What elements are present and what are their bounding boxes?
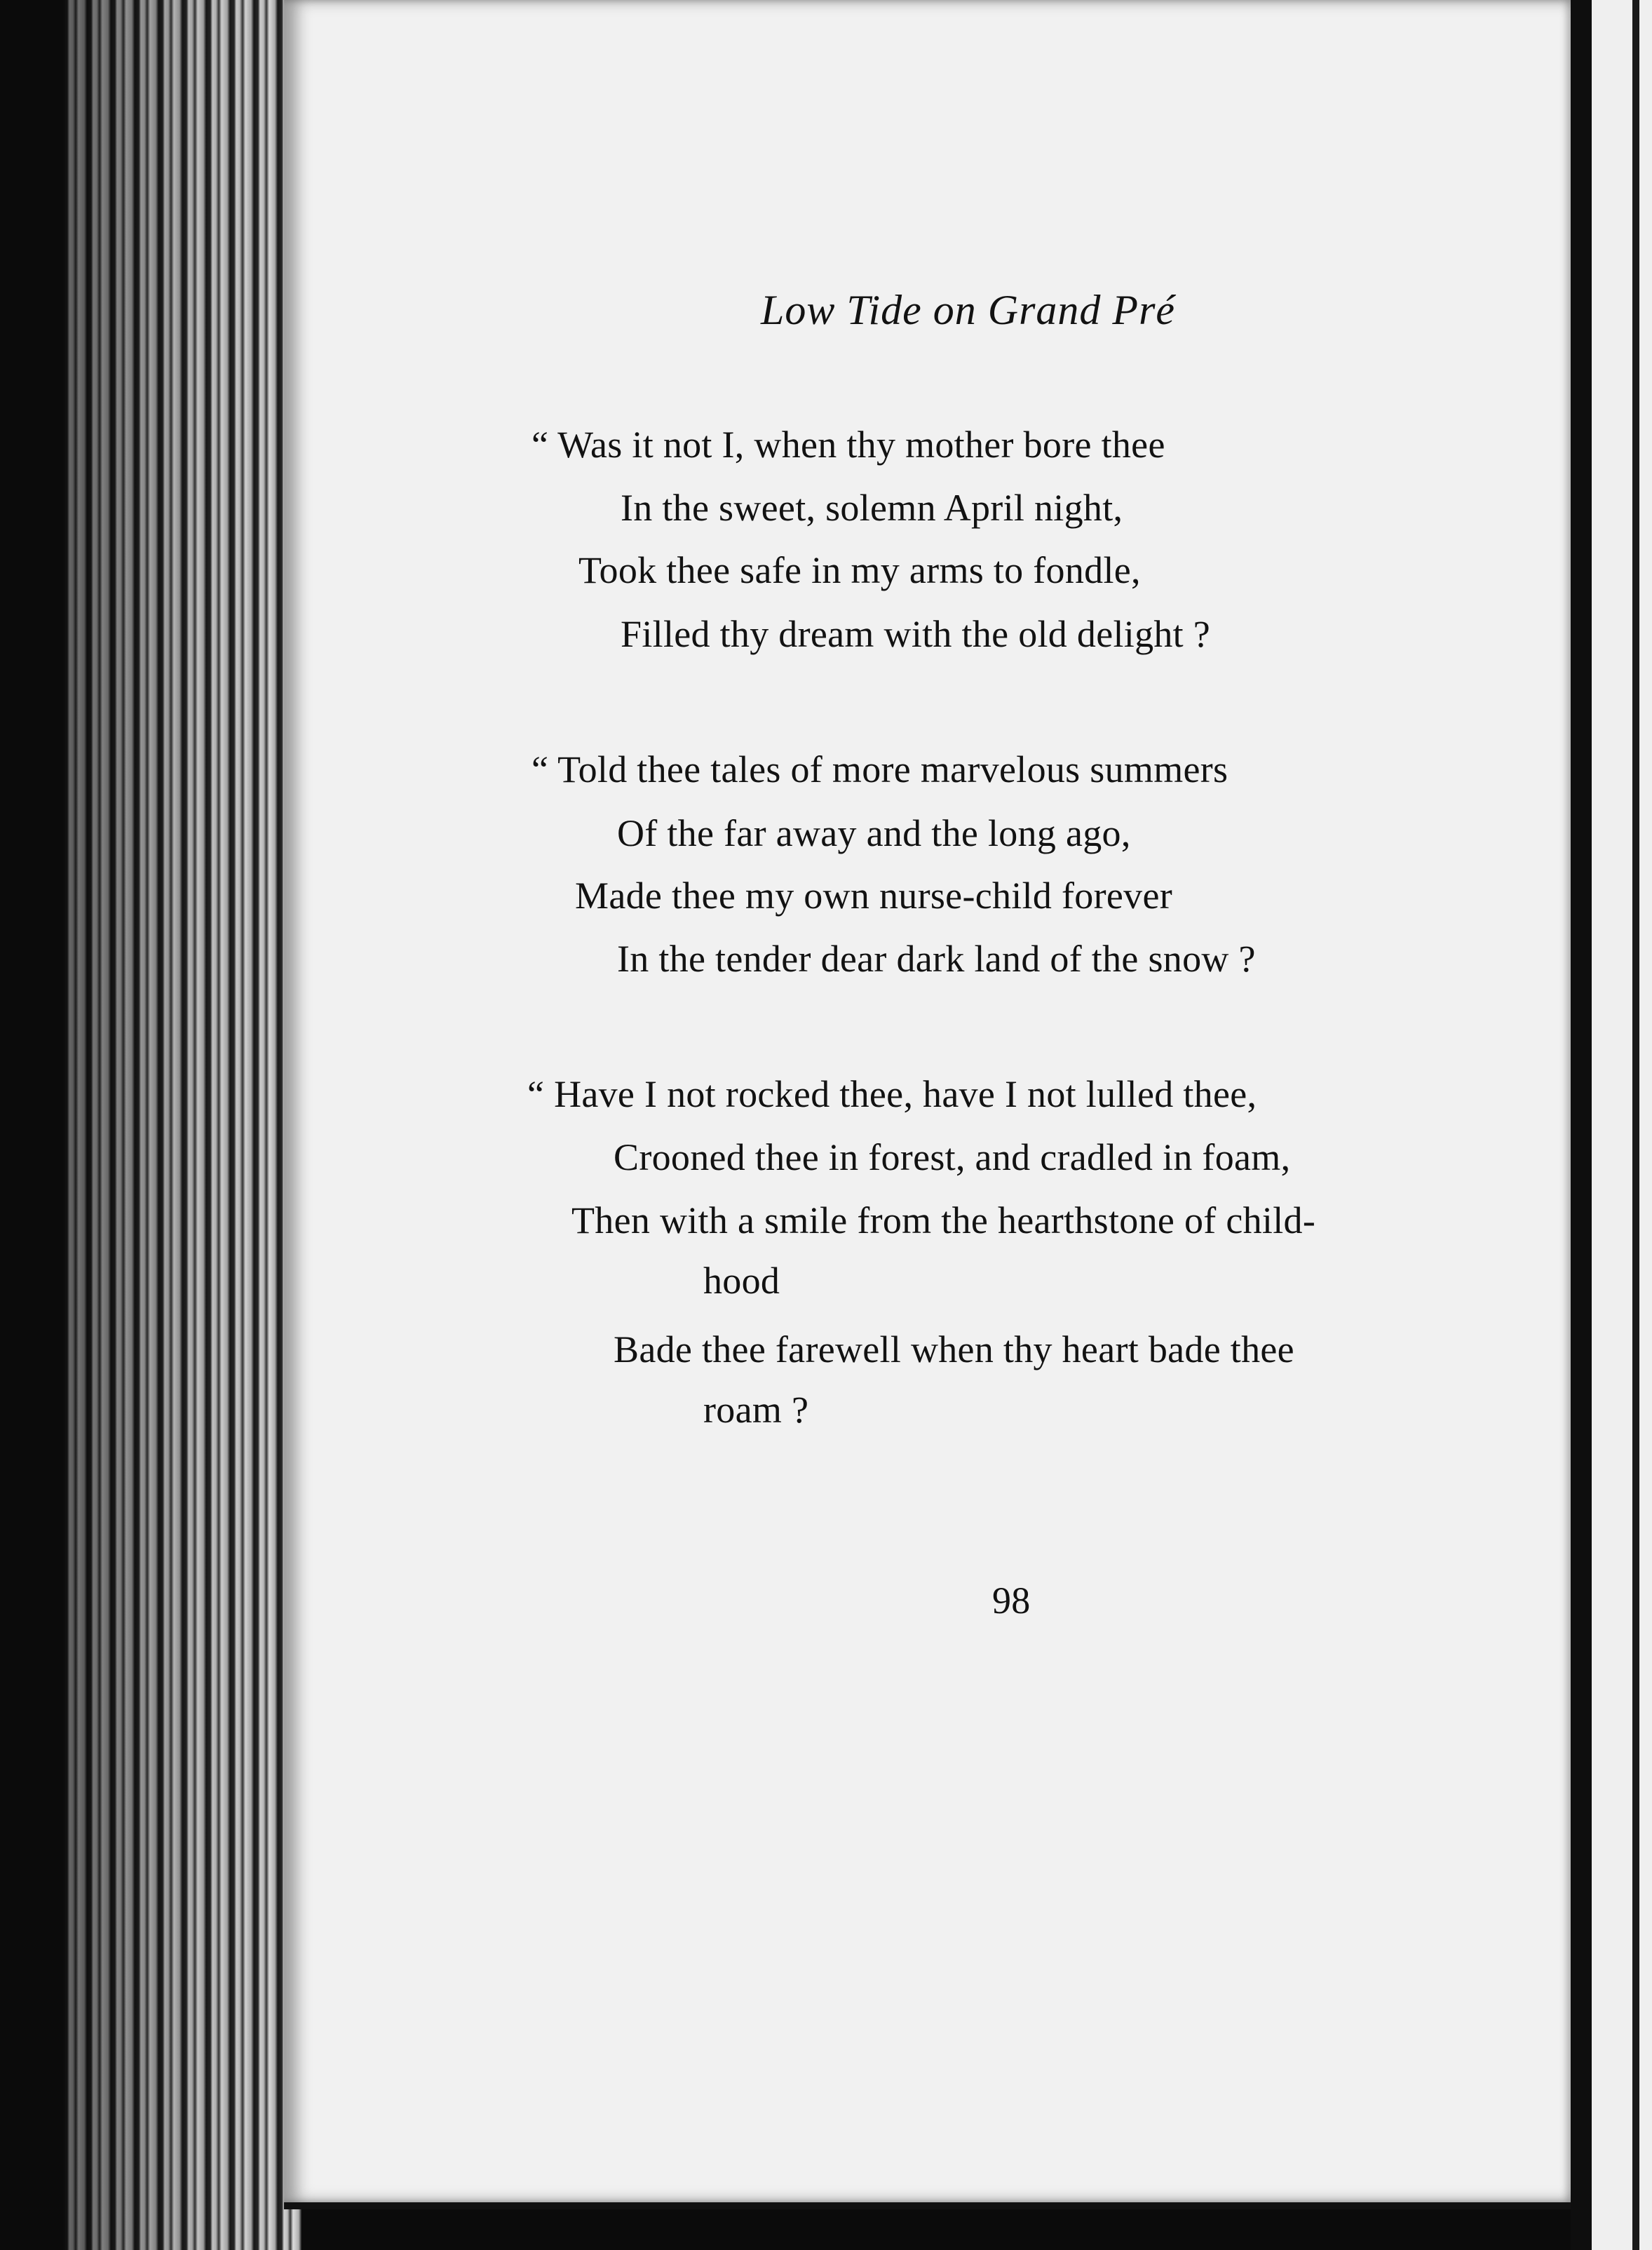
poem-line: hood — [703, 1260, 780, 1302]
poem-line: “ Told thee tales of more marvelous summers — [532, 748, 1228, 790]
poem-line: roam ? — [703, 1389, 809, 1431]
poem-line: Crooned thee in forest, and cradled in foam, — [614, 1136, 1291, 1178]
poem-line: “ Was it not I, when thy mother bore thee — [532, 424, 1165, 466]
poem-line: Filled thy dream with the old delight ? — [621, 613, 1211, 655]
poem-line: Made thee my own nurse-child forever — [575, 875, 1172, 917]
poem-line: In the tender dear dark land of the snow ? — [617, 938, 1256, 980]
poem-line: “ Have I not rocked thee, have I not lulled thee, — [527, 1073, 1257, 1115]
running-head: Low Tide on Grand Pré — [761, 287, 1176, 333]
page-number: 98 — [992, 1579, 1031, 1622]
page-edges — [63, 0, 302, 2250]
poem-line: Then with a smile from the hearthstone of child- — [571, 1199, 1316, 1241]
facing-page-edge — [1571, 0, 1652, 2250]
poem-line: Took thee safe in my arms to fondle, — [578, 549, 1141, 591]
poem-line: In the sweet, solemn April night, — [621, 487, 1123, 529]
poem-line: Of the far away and the long ago, — [617, 812, 1131, 854]
poem-line: Bade thee farewell when thy heart bade thee — [614, 1328, 1294, 1370]
